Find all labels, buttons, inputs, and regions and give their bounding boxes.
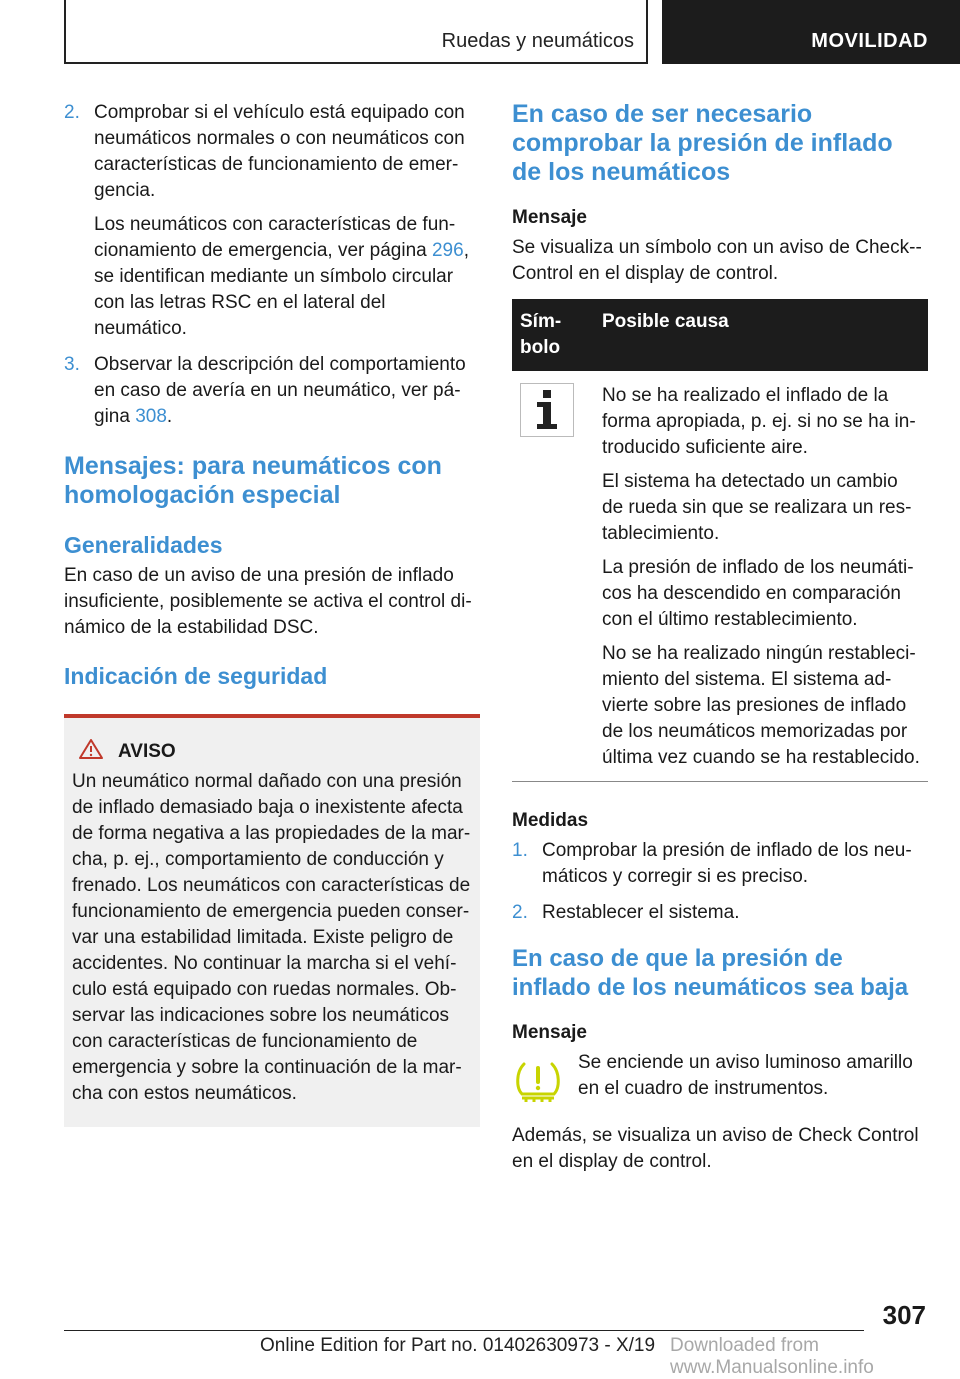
item-text-2: Los neumáticos con características de funcionamiento de emergencia, ver página 296, se identifican mediante un símbolo circular con las letras RSC en el lateral del neumático.	[94, 214, 469, 339]
subsection-heading-generalidades: Generalidades	[64, 532, 223, 558]
warning-text: Un neumático normal dañado con una presión de inflado demasiado baja o inexistente afecta de forma negativa a las propiedades de la marcha, p. ej., comportamiento de conducción y frenado. Los neumáticos con características de funcionamiento de emergencia pueden conservar una estabilidad limitada. Existe peligro de accidentes. No continuar la marcha si el vehículo está equipado con ruedas normales. Observar las indicaciones sobre los neumáticos con características de funcionamiento de emergencia y sobre la continuación de la marcha con estos neumáticos.	[72, 771, 471, 1104]
warning-title	[72, 738, 472, 765]
low-pressure-row	[512, 1050, 928, 1109]
low-mensaje-label: Mensaje	[512, 1022, 587, 1043]
low-pressure-after: Además, se visualiza un aviso de Check Control en el display de control.	[512, 1125, 919, 1172]
list-item-2	[512, 900, 928, 926]
warning-box	[64, 714, 480, 1127]
cause-text: No se ha realizado ningún restablecimiento del sistema. El sistema advierte sobre las presiones de inflado de los neumáticos memorizadas por última vez cuando se ha restablecido.	[602, 643, 920, 768]
left-column	[64, 100, 480, 1127]
symbol-cell	[512, 371, 594, 782]
page-number: 307	[882, 1300, 926, 1330]
item-text: Comprobar la presión de inflado de los neumáticos y corregir si es preciso.	[542, 840, 912, 887]
cause-text: La presión de inflado de los neumáticos ha descendido en comparación con el último restablecimiento.	[602, 557, 914, 630]
section-heading-low-pressure: En caso de que la presión de inflado de los neumáticos sea baja	[512, 945, 909, 1001]
cause-text: No se ha realizado el inflado de la forma apropiada, p. ej. si no se ha introducido suficiente aire.	[602, 385, 916, 458]
page-link-296[interactable]: 296	[431, 240, 464, 261]
section-heading-check: En caso de ser necesario comprobar la presión de inflado de los neumáticos	[512, 100, 893, 186]
table-header-row	[512, 299, 928, 371]
table-row	[512, 371, 928, 782]
item-number: 2.	[512, 902, 528, 923]
tire-pressure-warning-icon	[512, 1050, 578, 1109]
info-icon	[520, 383, 574, 437]
footer-divider	[64, 1330, 864, 1331]
warning-triangle-icon	[78, 738, 104, 765]
item-number: 2.	[64, 102, 80, 123]
list-item-1	[512, 838, 928, 890]
item-number: 1.	[512, 840, 528, 861]
item-number: 3.	[64, 354, 80, 375]
list-item-2	[64, 100, 480, 342]
section-title: Ruedas y neumáticos	[441, 30, 634, 52]
footer-watermark: Downloaded from www.Manualsonline.info	[670, 1335, 874, 1378]
item-text: Restablecer el sistema.	[542, 902, 740, 923]
cause-text: El sistema ha detectado un cambio de rueda sin que se realizara un restablecimiento.	[602, 471, 912, 544]
table-header-cause: Posible causa	[594, 299, 928, 371]
mensaje-label: Mensaje	[512, 207, 587, 228]
footer-edition: Online Edition for Part no. 01402630973 - X/19	[260, 1335, 656, 1356]
chapter-title: MOVILIDAD	[811, 30, 928, 52]
table-header-symbol: Símbolo	[512, 299, 594, 371]
page-link-308[interactable]: 308	[135, 406, 167, 427]
mensaje-text: Se visualiza un símbolo con un aviso de Check-Control en el display de control.	[512, 237, 922, 284]
medidas-label: Medidas	[512, 810, 589, 831]
low-pressure-text: Se enciende un aviso luminoso amarillo en el cuadro de instrumentos.	[578, 1052, 913, 1099]
item-text: Observar la descripción del comportamiento en caso de avería en un neumático, ver página 308.	[94, 354, 466, 427]
item-text: Comprobar si el vehículo está equipado con neumáticos normales o con neumáticos con características de funcionamiento de emergencia.	[94, 102, 465, 201]
subsection-heading-safety: Indicación de seguridad	[64, 663, 328, 689]
warning-label: AVISO	[118, 740, 176, 762]
chapter-tab[interactable]	[662, 0, 960, 64]
generalidades-text: En caso de un aviso de una presión de inflado insuficiente, posiblemente se activa el control dinámico de la estabilidad DSC.	[64, 565, 472, 638]
right-column	[512, 100, 928, 1175]
section-heading: Mensajes: para neumáticos con homologación especial	[64, 452, 442, 509]
list-item-3	[64, 352, 480, 430]
cause-cell	[594, 371, 928, 782]
header-section-box	[64, 0, 648, 64]
message-table	[512, 299, 928, 782]
